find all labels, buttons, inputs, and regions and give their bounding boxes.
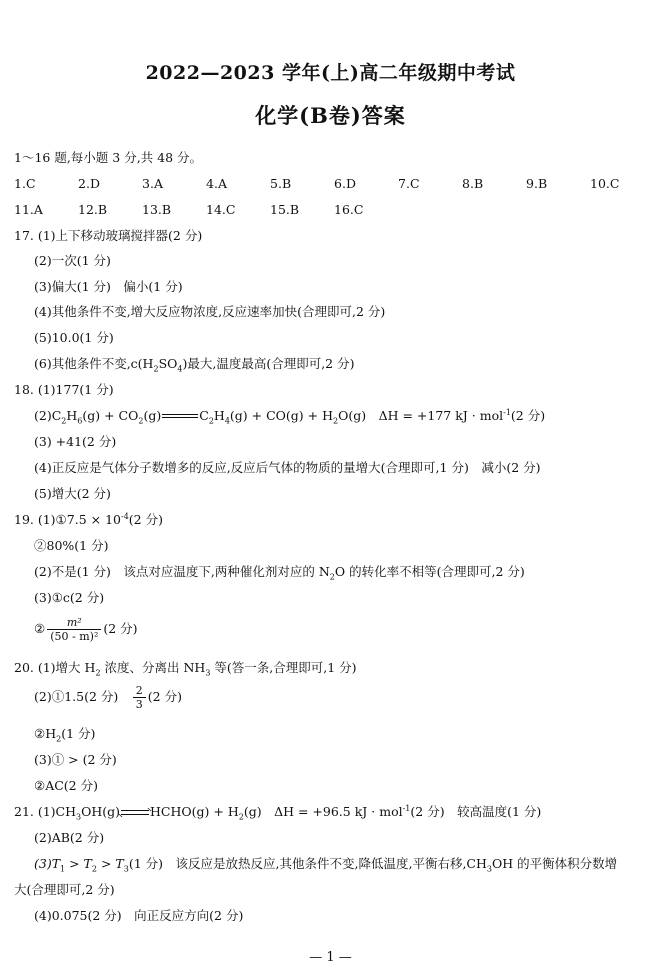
q20-line-5: ②AC(2 分) [34,778,98,793]
mc-answer: 9.B [526,176,548,191]
q21-line-2: (2)AB(2 分) [34,830,105,845]
q18-line-3: (3) +41(2 分) [34,434,117,449]
mc-answer: 7.C [398,176,420,191]
q19-line-2: ②80%(1 分) [34,538,109,553]
q18-equation: $(2)C_2H_6(g) + CO_2(g) C_2H_4(g) + CO(g) + H_2O(g)$ ΔH = +177 kJ · mol$^{-1}$(2 分) [34,407,546,426]
mc-answer: 12.B [78,202,108,217]
q20-line-2: (2)①1.5(2 分) $\frac{2}{3}$ (2 分) [34,684,182,711]
exam-title: 2022—2023 学年(上)高二年级期中考试 [145,62,516,84]
mc-answer: 6.D [334,176,356,191]
reversible-arrow-icon [121,809,149,817]
q17-line-2: (2)一次(1 分) [34,253,111,268]
mc-answer: 2.D [78,176,100,191]
mc-answer: 8.B [462,176,484,191]
mc-intro: 1～16 题,每小题 3 分,共 48 分。 [14,150,203,165]
q18-line-4: (4)正反应是气体分子数增多的反应,反应后气体的物质的量增大(合理即可,1 分) 减小(2 分) [34,460,541,475]
q17-line-3: (3)偏大(1 分) 偏小(1 分) [34,279,183,294]
q20-line-4: (3)① > (2 分) [34,752,117,767]
q19-line-1: 19. (1)①7.5 × $10^{-4}(2$ 分) [14,511,163,527]
fraction: $\frac{\text{m²}}{\text{(50 - m)²}}$ [47,616,101,643]
q19-line-4: (3)①c(2 分) [34,590,105,605]
q20-line-1: 20. (1)增大 $H_2$ 浓度、分离出 $NH_3$ 等(答一条,合理即可,1 分) [14,660,357,678]
mc-answer: 16.C [334,202,364,217]
q18-line-1: 18. (1)177(1 分) [14,382,114,397]
q17-line-1: 17. (1)上下移动玻璃搅拌器(2 分) [14,228,203,243]
mc-answer: 14.C [206,202,236,217]
q17-line-4: (4)其他条件不变,增大反应物浓度,反应速率加快(合理即可,2 分) [34,304,386,319]
mc-answer: 15.B [270,202,300,217]
q17-line-5: (5)10.0(1 分) [34,330,114,345]
q19-line-5: ② $\frac{\text{m²}}{\text{(50 - m)²}}$ (2 分) [34,616,138,643]
mc-answer: 1.C [14,176,36,191]
page-number: — 1 — [309,950,352,965]
mc-answer: 11.A [14,202,43,217]
mc-answer: 5.B [270,176,292,191]
q17-line-6: (6)其他条件不变$,c(H_2SO_4)$最大,温度最高(合理即可,2 分) [34,356,355,374]
q21-line-3: $(3)T_1 > T_2 > T_3(1$ 分) 该反应是放热反应,其他条件不变,降低温度,平衡右移$,CH_3OH$ 的平衡体积分数增 [34,856,618,874]
q18-line-5: (5)增大(2 分) [34,486,111,501]
exam-subtitle: 化学(B卷)答案 [255,103,406,128]
mc-answer: 10.C [590,176,620,191]
fraction: $\frac{2}{3}$ [133,684,146,711]
equals-sign-icon [162,413,198,421]
mc-answer: 13.B [142,202,172,217]
mc-answer: 4.A [206,176,227,191]
q21-line-1: 21. $(1)CH_3OH(g)$ HCHO(g) + $H_2(g)$ ΔH = +96.5 kJ · mol$^{-1}$(2 分) 较高温度(1 分) [14,803,542,822]
mc-answer: 3.A [142,176,163,191]
q21-line-4: 大(合理即可,2 分) [14,882,115,897]
q19-line-3: (2)不是(1 分) 该点对应温度下,两种催化剂对应的 $N_2O$ 的转化率不相等(合理即可,2 分) [34,564,525,582]
q20-line-3: $②H_2(1$ 分) [34,726,96,744]
q21-line-5: (4)0.075(2 分) 向正反应方向(2 分) [34,908,244,923]
